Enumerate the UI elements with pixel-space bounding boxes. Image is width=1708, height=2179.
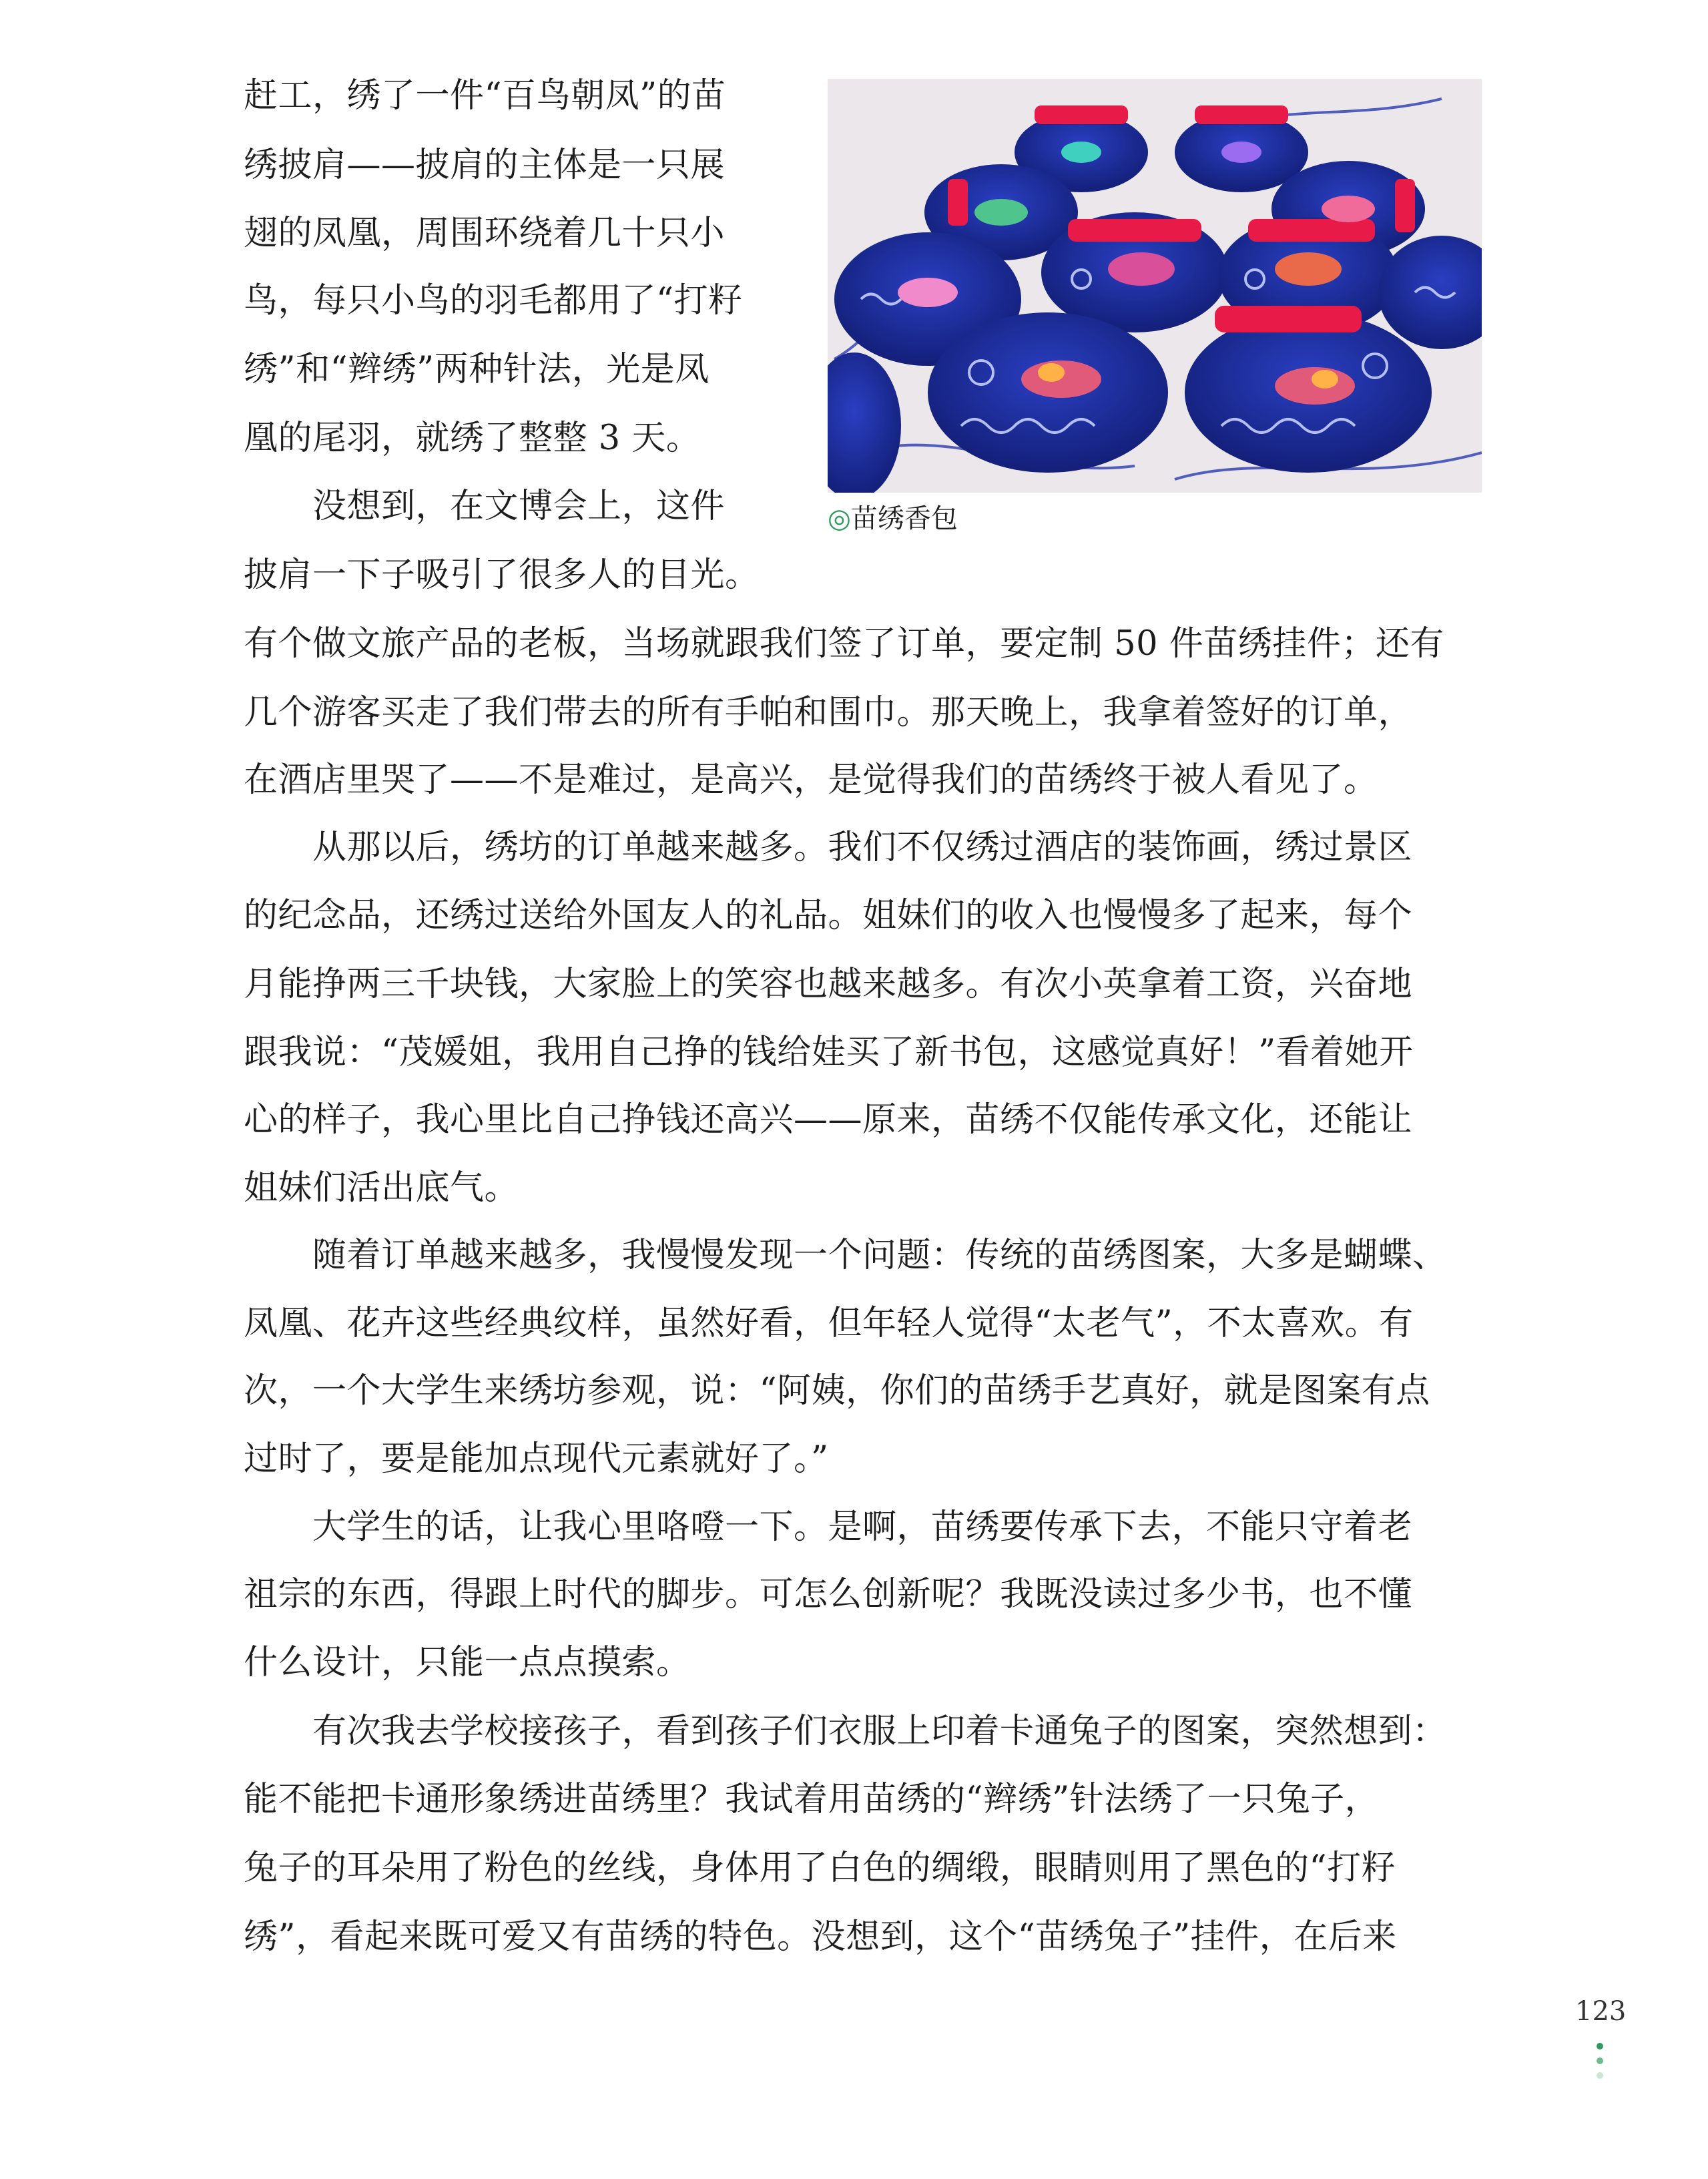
caption-text: 苗绣香包 [850, 503, 958, 534]
body-line: 心的样子，我心里比自己挣钱还高兴——原来，苗绣不仅能传承文化，还能让 [244, 1100, 1413, 1140]
body-line: 有个做文旅产品的老板，当场就跟我们签了订单，要定制 50 件苗绣挂件；还有 [244, 624, 1444, 664]
body-line: 有次我去学校接孩子，看到孩子们衣服上印着卡通兔子的图案，突然想到： [312, 1712, 1447, 1751]
body-line: 什么设计，只能一点点摸索。 [244, 1643, 691, 1682]
green-dot [1597, 2057, 1603, 2064]
body-line: 从那以后，绣坊的订单越来越多。我们不仅绣过酒店的装饰画，绣过景区 [312, 828, 1413, 867]
body-line: 过时了，要是能加点现代元素就好了。” [244, 1439, 829, 1479]
body-line: 翅的凤凰，周围环绕着几十只小 [244, 214, 726, 253]
body-line: 的纪念品，还绣过送给外国友人的礼品。姐妹们的收入也慢慢多了起来，每个 [244, 896, 1413, 935]
body-line: 随着订单越来越多，我慢慢发现一个问题：传统的苗绣图案，大多是蝴蝶、 [312, 1236, 1447, 1275]
body-line: 大学生的话，让我心里咯噔一下。是啊，苗绣要传承下去，不能只守着老 [312, 1507, 1413, 1547]
body-line: 绣披肩——披肩的主体是一只展 [244, 146, 726, 185]
body-line: 绣”和“辫绣”两种针法，光是凤 [244, 350, 709, 389]
page-number: 123 [1575, 1996, 1627, 2027]
body-line: 月能挣两三千块钱，大家脸上的笑容也越来越多。有次小英拿着工资，兴奋地 [244, 965, 1413, 1004]
body-line: 祖宗的东西，得跟上时代的脚步。可怎么创新呢？我既没读过多少书，也不懂 [244, 1575, 1413, 1614]
body-line: 赶工，绣了一件“百鸟朝凤”的苗 [244, 76, 726, 115]
body-line: 能不能把卡通形象绣进苗绣里？我试着用苗绣的“辫绣”针法绣了一只兔子， [244, 1780, 1380, 1819]
body-line: 跟我说：“茂媛姐，我用自己挣的钱给娃买了新书包，这感觉真好！”看着她开 [244, 1033, 1414, 1072]
body-line: 绣”，看起来既可爱又有苗绣的特色。没想到，这个“苗绣兔子”挂件，在后来 [244, 1917, 1397, 1957]
body-line: 凤凰、花卉这些经典纹样，虽然好看，但年轻人觉得“太老气”，不太喜欢。有 [244, 1304, 1414, 1343]
body-line: 没想到，在文博会上，这件 [312, 487, 726, 526]
embroidered-sachet-photo [828, 79, 1482, 493]
body-line: 凰的尾羽，就绣了整整 3 天。 [244, 419, 701, 458]
body-line: 披肩一下子吸引了很多人的目光。 [244, 555, 760, 595]
body-line: 鸟，每只小鸟的羽毛都用了“打籽 [244, 281, 743, 320]
caption-marker: ◎ [828, 503, 851, 534]
green-dot [1597, 2072, 1603, 2079]
page-decoration-dots [1595, 2043, 1605, 2096]
photo-caption [828, 502, 958, 535]
body-line: 兔子的耳朵用了粉色的丝线，身体用了白色的绸缎，眼睛则用了黑色的“打籽 [244, 1849, 1396, 1888]
body-line: 在酒店里哭了——不是难过，是高兴，是觉得我们的苗绣终于被人看见了。 [244, 760, 1378, 800]
body-line: 姐妹们活出底气。 [244, 1168, 519, 1208]
body-line: 次，一个大学生来绣坊参观，说：“阿姨，你们的苗绣手艺真好，就是图案有点 [244, 1371, 1430, 1411]
green-dot [1597, 2043, 1603, 2049]
body-line: 几个游客买走了我们带去的所有手帕和围巾。那天晚上，我拿着签好的订单， [244, 693, 1413, 732]
